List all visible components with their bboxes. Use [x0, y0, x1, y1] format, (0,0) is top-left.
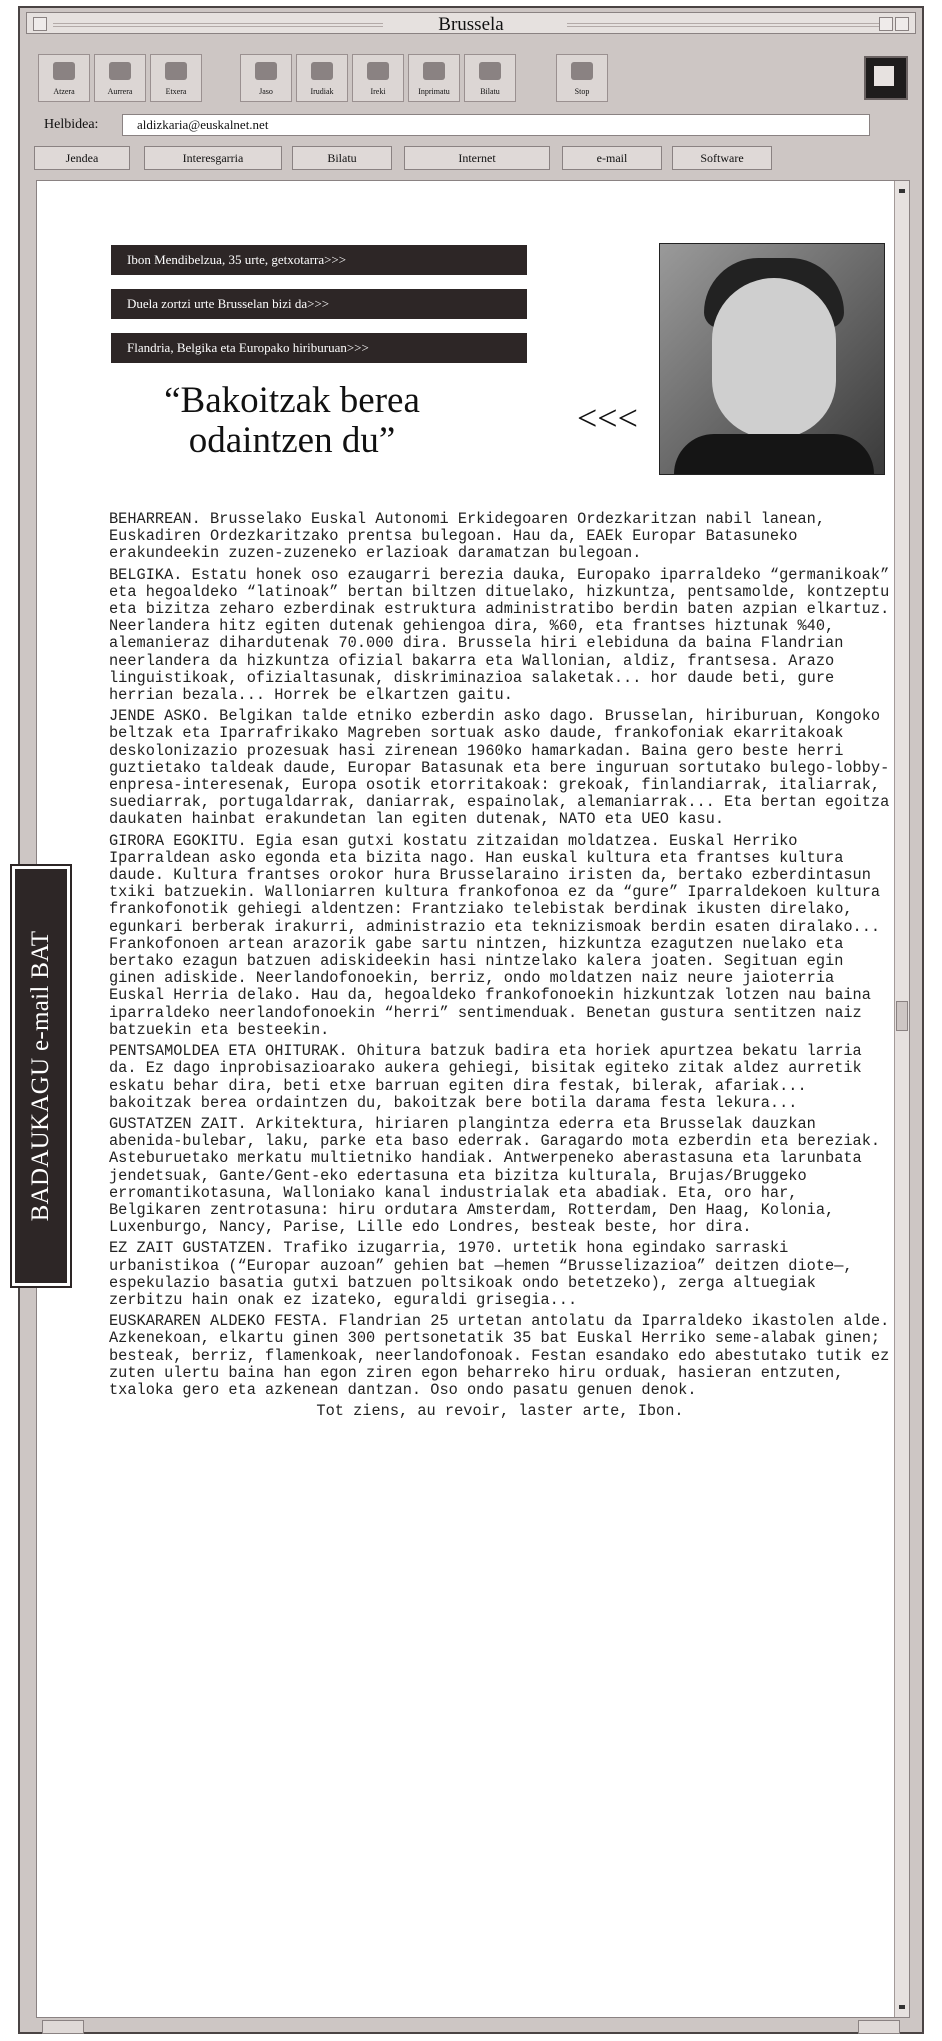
paragraph-belgika: BELGIKA. Estatu honek oso ezaugarri berezia dauka, Europako iparraldeko “germanikoak” eta hegoaldeko “latinoak” bertan biltzen dituelako, hizkuntza, pentsamolde, kontzeptu eta bizitza zeharo ezberdinak estruktura administratibo berdin baten azpian elkartuz. Neerlandera hitz egiten dutenak gehiengoa dira, %60, eta frantses hiztunak %40, alemanieraz dihardutenak 70.000 dira. Brussela hiri elebiduna da baina Flandrian neerlandera da hizkuntza ofizial bakarra eta Wallonian, aldiz, frantsesa. Arazo linguistikoak, ofizialtasunak, diskriminazioa salaketak... hor daude beti, gure herrian bezala... Horrek be elkartzen gaitu. — [109, 565, 890, 705]
print-icon — [423, 62, 445, 80]
stop-button[interactable] — [556, 54, 608, 102]
window-title: Brussela — [438, 14, 504, 35]
paragraph-beharrean: BEHARREAN. Brusselako Euskal Autonomi Erkidegoaren Ordezkaritzan nabil lanean, Euskadiren Ordezkaritzako prentsa bulegoan. Hau da, EAEk Europar Batasuneko erakundeekin zuzen-zuzeneko erlazioak daramatzan bulegoan. — [109, 510, 826, 563]
side-banner — [12, 866, 70, 1286]
scroll-down-arrow-icon[interactable] — [896, 2001, 908, 2013]
page-content — [36, 180, 910, 2018]
open-icon — [367, 62, 389, 80]
browser-logo — [864, 56, 908, 100]
headline-2: Duela zortzi urte Brusselan bizi da>>> — [111, 289, 527, 319]
browser-window — [18, 6, 924, 2034]
forward-button-label: Aurrera — [107, 87, 133, 96]
images-button[interactable] — [296, 54, 348, 102]
home-button[interactable] — [150, 54, 202, 102]
reload-button[interactable] — [240, 54, 292, 102]
open-button-label: Ireki — [370, 87, 386, 96]
address-field[interactable]: aldizkaria@euskalnet.net — [122, 114, 870, 136]
address-label: Helbidea: — [44, 117, 99, 132]
find-button-label: Bilatu — [480, 87, 500, 96]
scroll-thumb[interactable] — [896, 1001, 908, 1031]
zoom-box-icon[interactable] — [879, 17, 893, 31]
stop-icon — [571, 62, 593, 80]
find-button[interactable] — [464, 54, 516, 102]
pull-quote: “Bakoitzak berea odaintzen du” — [164, 380, 420, 461]
headline-1: Ibon Mendibelzua, 35 urte, getxotarra>>> — [111, 245, 527, 275]
images-icon — [311, 62, 333, 80]
print-button[interactable] — [408, 54, 460, 102]
status-left-box — [42, 2020, 84, 2034]
nav-button-interesgarria[interactable]: Interesgarria — [144, 146, 282, 170]
status-bar — [36, 2020, 906, 2032]
signoff: Tot ziens, au revoir, laster arte, Ibon. — [316, 1402, 684, 1421]
paragraph-euskararen-festa: EUSKARAREN ALDEKO FESTA. Flandrian 25 urtetan antolatu da Iparraldeko ikastolen alde. Azkenekoan, elkartu ginen 300 pertsonetatik 35 bat Euskal Herriko seme-alabak ginen; besteak, berriz, flamenkoak, neerlandofonoak. Festan esandako edo abestutako tutik ez zuten ulertu baina han egon ziren egon beharreko hiru orduak, hasieran entzuten, txaloka gero eta azkenean dantzan. Oso ondo pasatu genuen denok. — [109, 1312, 890, 1399]
article-body — [109, 511, 891, 1424]
status-right-box — [858, 2020, 900, 2034]
paragraph-ez-zait-gustatzen: EZ ZAIT GUSTATZEN. Trafiko izugarria, 1970. urtetik hona egindako sarraski urbanistikoa (“Europar auzoan” gehien bat —hemen “Brusselizazioa” deitzen diote—, espekulazio basatia gutxi batzuen poltsikoak ondo betetzeko), zerga altuegiak zerbitzu hain onak ez izateko, eguraldi grisegia... — [109, 1239, 853, 1309]
paragraph-gustatzen-zait: GUSTATZEN ZAIT. Arkitektura, hiriaren plangintza ederra eta Brusselak dauzkan abenida-bulebar, laku, parke eta baso ederrak. Garagardo mota ezberdin eta bereziak. Asteburuetako merkatu multietniko handiak. Antwerpeneko aberastasuna eta larunbata jendetsuak, Gante/Gent-eko edertasuna eta bizitza kulturala, Brujas/Bruggeko erromantikotasuna, Walloniako kanal industrialak eta abadiak. Eta, oro har, Belgikaren zentrotasuna: hiru ordutara Amsterdam, Rotterdam, Den Haag, Kolonia, Luxenburgo, Nancy, Parise, Lille edo Londres, besteak beste, hor dira. — [109, 1114, 881, 1237]
reload-button-label: Jaso — [259, 87, 273, 96]
home-button-label: Etxera — [165, 87, 187, 96]
back-button[interactable] — [38, 54, 90, 102]
vertical-scrollbar[interactable] — [894, 181, 909, 2017]
reload-icon — [255, 62, 277, 80]
nav-button-jendea[interactable]: Jendea — [34, 146, 130, 170]
paragraph-girora-egokitu: GIRORA EGOKITU. Egia esan gutxi kostatu zitzaidan moldatzea. Euskal Herriko Iparraldean asko egonda eta bizita nago. Han euskal kultura eta frantses kultura daude. Kultura frantses orokor hura Brusselaraino iristen da, bertako ezberdintasun txiki batzuekin. Walloniarren kultura frankofonoa ez da “gure” Iparraldekoen kultura frankofonotik gehiegi aldentzen: Frantziako telebistak berdinak ikusten direlako, egunkari berberak irakurri, administrazio eta teknizismoak berdin esaten diralako... Frankofonoen artean arazorik gabe sartu nintzen, hizkuntza ezagutzen nuelako eta bertako ezagun batzuen adiskideekin hasi nintzelako kalera joaten. Segituan egin ginen adiskide. Neerlandofonoekin, berriz, ondo moldatzen naiz neure jaioterria Euskal Herria delako. Hau da, hegoaldeko frankofonoekin hizkuntzak lotzen nau baina iparraldeko neerlandofonoekin “herri” sentimenduak. Benetan gustura sentitzen naiz batzuekin eta besteekin. — [109, 831, 881, 1039]
back-button-label: Atzera — [53, 87, 75, 96]
nav-button-software[interactable]: Software — [672, 146, 772, 170]
open-button[interactable] — [352, 54, 404, 102]
images-button-label: Irudiak — [310, 87, 334, 96]
arrows-decoration: <<< — [577, 398, 638, 438]
print-button-label: Inprimatu — [418, 87, 450, 96]
nav-button-email[interactable]: e-mail — [562, 146, 662, 170]
stop-button-label: Stop — [574, 87, 590, 96]
portrait-photo — [659, 243, 885, 475]
paragraph-jende-asko: JENDE ASKO. Belgikan talde etniko ezberdin asko dago. Brusselan, hiriburuan, Kongoko beltzak eta Iparrafrikako Magreben sortuak asko daude, frankofoniak ekarritakoak deskolonizazio prozesuak hasi zirenean 1960ko hamarkadan. Baina gero beste herri guztietako taldeak daude, Europar Batasunak eta bere inguruan sortutako bulego-lobby-enpresa-interesenak, Europa osotik etorritakoak: grekoak, finlandiarrak, italiarrak, suediarrak, portugaldarrak, daniarrak, espainolak, alemaniarrak... Eta bertan egoitza daukaten hainbat erakundetan lan egiten dutenak, NATO eta UEO kasu. — [109, 707, 890, 829]
find-icon — [479, 62, 501, 80]
collapse-box-icon[interactable] — [895, 17, 909, 31]
toolbar — [26, 42, 916, 102]
forward-icon — [109, 62, 131, 80]
back-icon — [53, 62, 75, 80]
headline-3: Flandria, Belgika eta Europako hiriburuan>>> — [111, 333, 527, 363]
side-banner-text: BADAUKAGU e-mail BAT — [27, 930, 54, 1222]
paragraph-pentsamoldea: PENTSAMOLDEA ETA OHITURAK. Ohitura batzuk badira eta horiek apurtzea bekatu larria da. Ez dago inprobisazioarako aukera gehiegi, bisitak egiteko zitak aldez aurretik eskatu behar dira, beti etxe barruan egiten dira festak, bilerak, afariak... bakoitzak berea ordaintzen du, bakoitzak bere botila darama festa lekura... — [109, 1042, 862, 1112]
nav-button-internet[interactable]: Internet — [404, 146, 550, 170]
scroll-up-arrow-icon[interactable] — [896, 185, 908, 197]
title-bar[interactable] — [26, 12, 916, 34]
nav-button-bilatu[interactable]: Bilatu — [292, 146, 392, 170]
home-icon — [165, 62, 187, 80]
forward-button[interactable] — [94, 54, 146, 102]
